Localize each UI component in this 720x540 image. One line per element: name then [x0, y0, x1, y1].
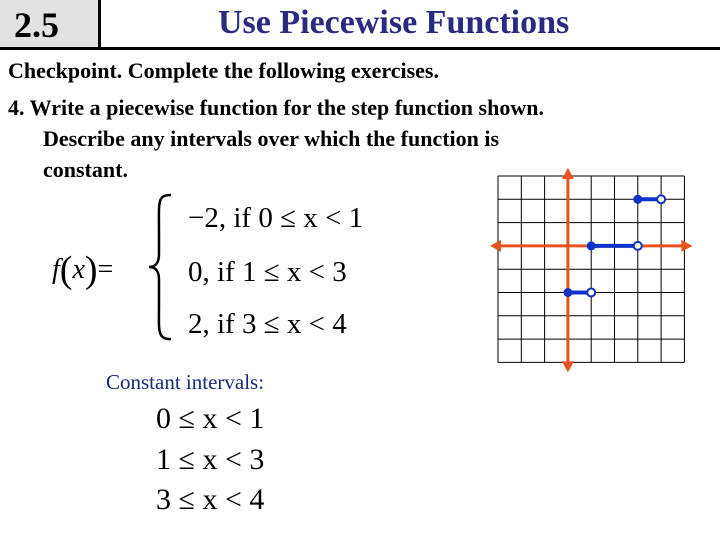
closed-endpoint-1 — [563, 288, 572, 297]
header-rule — [0, 47, 720, 50]
constant-intervals-label: Constant intervals: — [106, 370, 265, 394]
constant-interval-1: 0 ≤ x < 1 — [156, 402, 265, 435]
closed-endpoint-3 — [633, 195, 642, 204]
slide-header — [0, 0, 720, 50]
step-function-graph — [490, 168, 700, 378]
x-axis-arrow-left — [490, 240, 501, 252]
open-endpoint-3 — [657, 195, 665, 203]
left-brace — [147, 192, 177, 342]
closed-endpoint-2 — [587, 241, 596, 250]
case-row-2: 0, if 1 ≤ x < 3 — [188, 256, 347, 288]
section-number-box — [0, 0, 101, 47]
checkpoint-heading: Checkpoint. Complete the following exercises. — [8, 58, 439, 83]
exercise-text — [8, 92, 544, 185]
case-row-3: 2, if 3 ≤ x < 4 — [188, 308, 347, 340]
y-axis-arrow-up — [562, 168, 574, 179]
piecewise-equation — [52, 192, 412, 342]
exercise-line-3: constant. — [43, 157, 128, 182]
open-endpoint-2 — [634, 242, 642, 250]
case-row-1: −2, if 0 ≤ x < 1 — [188, 202, 364, 234]
slide-title: Use Piecewise Functions — [218, 4, 570, 41]
y-axis-arrow-down — [562, 361, 574, 372]
open-endpoint-1 — [587, 289, 595, 297]
exercise-line-2: Describe any intervals over which the function is — [43, 126, 500, 151]
x-axis-arrow-right — [681, 240, 692, 252]
constant-interval-3: 3 ≤ x < 4 — [156, 483, 265, 516]
section-number: 2.5 — [14, 5, 59, 45]
function-label: f(x)= — [52, 249, 114, 291]
exercise-line-1: 4. Write a piecewise function for the step function shown. — [8, 95, 544, 120]
constant-interval-2: 1 ≤ x < 3 — [156, 443, 265, 476]
